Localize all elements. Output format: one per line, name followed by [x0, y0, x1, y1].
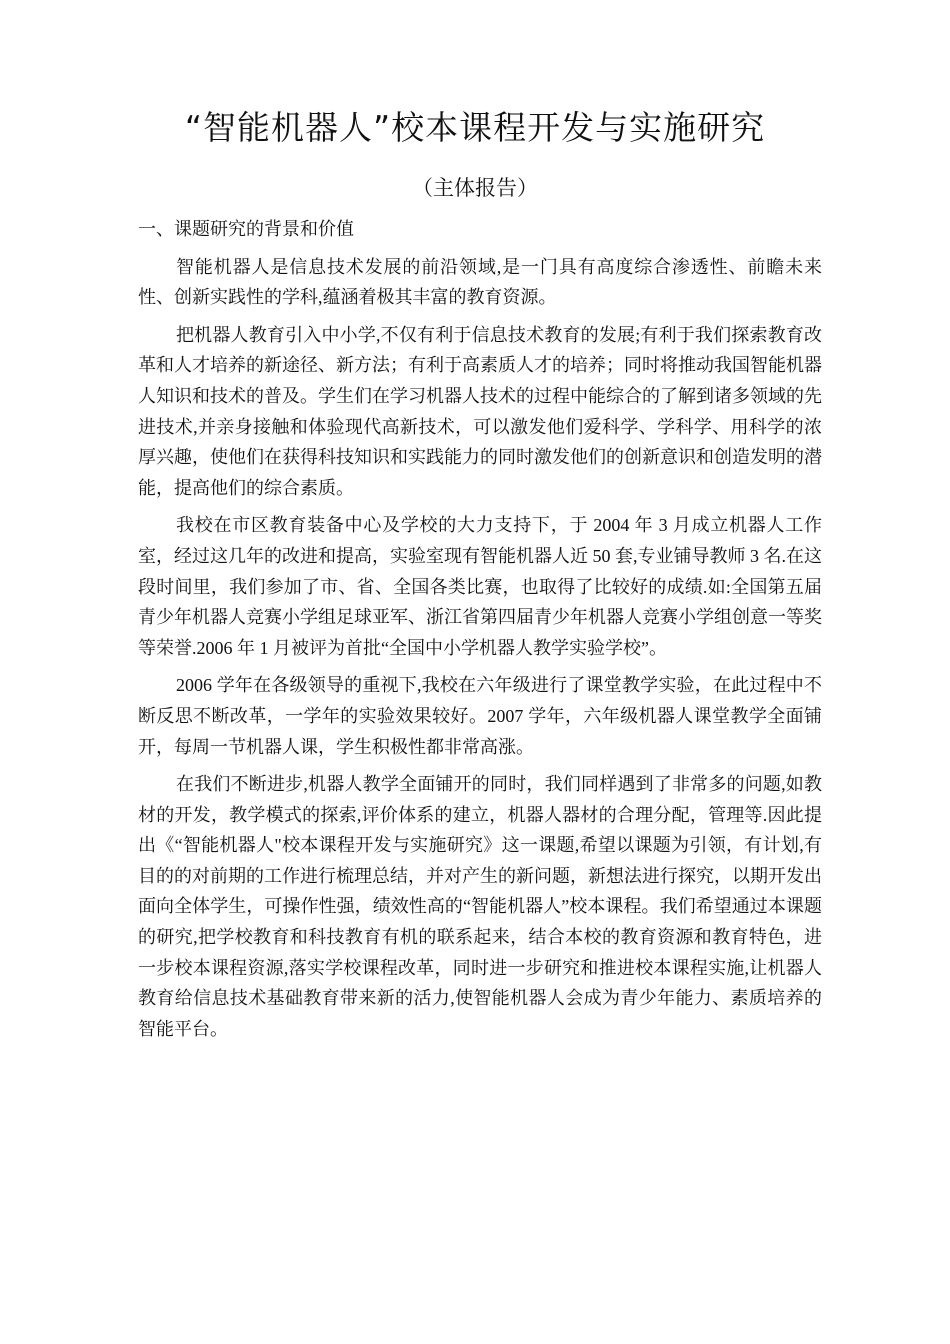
paragraph-2: 把机器人教育引入中小学,不仅有利于信息技术教育的发展;有利于我们探索教育改革和人才培养的新途径、新方法；有利于高素质人才的培养；同时将推动我国智能机器人知识和技术的普及。学生们在学习机器人技术的过程中能综合的了解到诸多领域的先进技术,并亲身接触和体验现代高新技术，可以激发他们爱科学、学科学、用科学的浓厚兴趣，使他们在获得科技知识和实践能力的同时激发他们的创新意识和创造发明的潜能，提高他们的综合素质。	[138, 324, 822, 498]
paragraph-1: 智能机器人是信息技术发展的前沿领域,是一门具有高度综合渗透性、前瞻未来性、创新实践性的学科,蕴涵着极其丰富的教育资源。	[138, 256, 822, 308]
document-body	[138, 214, 822, 1051]
paragraph-4: 2006 学年在各级领导的重视下,我校在六年级进行了课堂教学实验，在此过程中不断反思不断改革，一学年的实验效果较好。2007 学年，六年级机器人课堂教学全面铺开，每周一节机器人课，学生积极性都非常高涨。	[138, 675, 822, 757]
paragraph-3: 我校在市区教育装备中心及学校的大力支持下，于 2004 年 3 月成立机器人工作室，经过这几年的改进和提高，实验室现有智能机器人近 50 套,专业铺导教师 3 名.在这段时间里，我们参加了市、省、全国各类比赛，也取得了比较好的成绩.如:全国第五届青少年机器人竞赛小学组足球亚军、浙江省第四届青少年机器人竞赛小学组创意一等奖等荣誉.2006 年 1 月被评为首批“全国中小学机器人教学实验学校”。	[138, 515, 822, 658]
document-title: “智能机器人”校本课程开发与实施研究	[184, 108, 766, 147]
section-heading: 一、课题研究的背景和价值	[138, 219, 354, 239]
paragraph-5: 在我们不断进步,机器人教学全面铺开的同时，我们同样遇到了非常多的问题,如教材的开发，教学模式的探索,评价体系的建立，机器人器材的合理分配，管理等.因此提出《“智能机器人"校本课程开发与实施研究》这一课题,希望以课题为引领，有计划,有目的的对前期的工作进行梳理总结，并对产生的新问题，新想法进行探究，以期开发出面向全体学生，可操作性强，绩效性高的“智能机器人”校本课程。我们希望通过本课题的研究,把学校教育和科技教育有机的联系起来，结合本校的教育资源和教育特色，进一步校本课程资源,落实学校课程改革，同时进一步研究和推进校本课程实施,让机器人教育给信息技术基础教育带来新的活力,使智能机器人会成为青少年能力、素质培养的智能平台。	[138, 774, 822, 1039]
document-subtitle: （主体报告）	[412, 176, 538, 200]
